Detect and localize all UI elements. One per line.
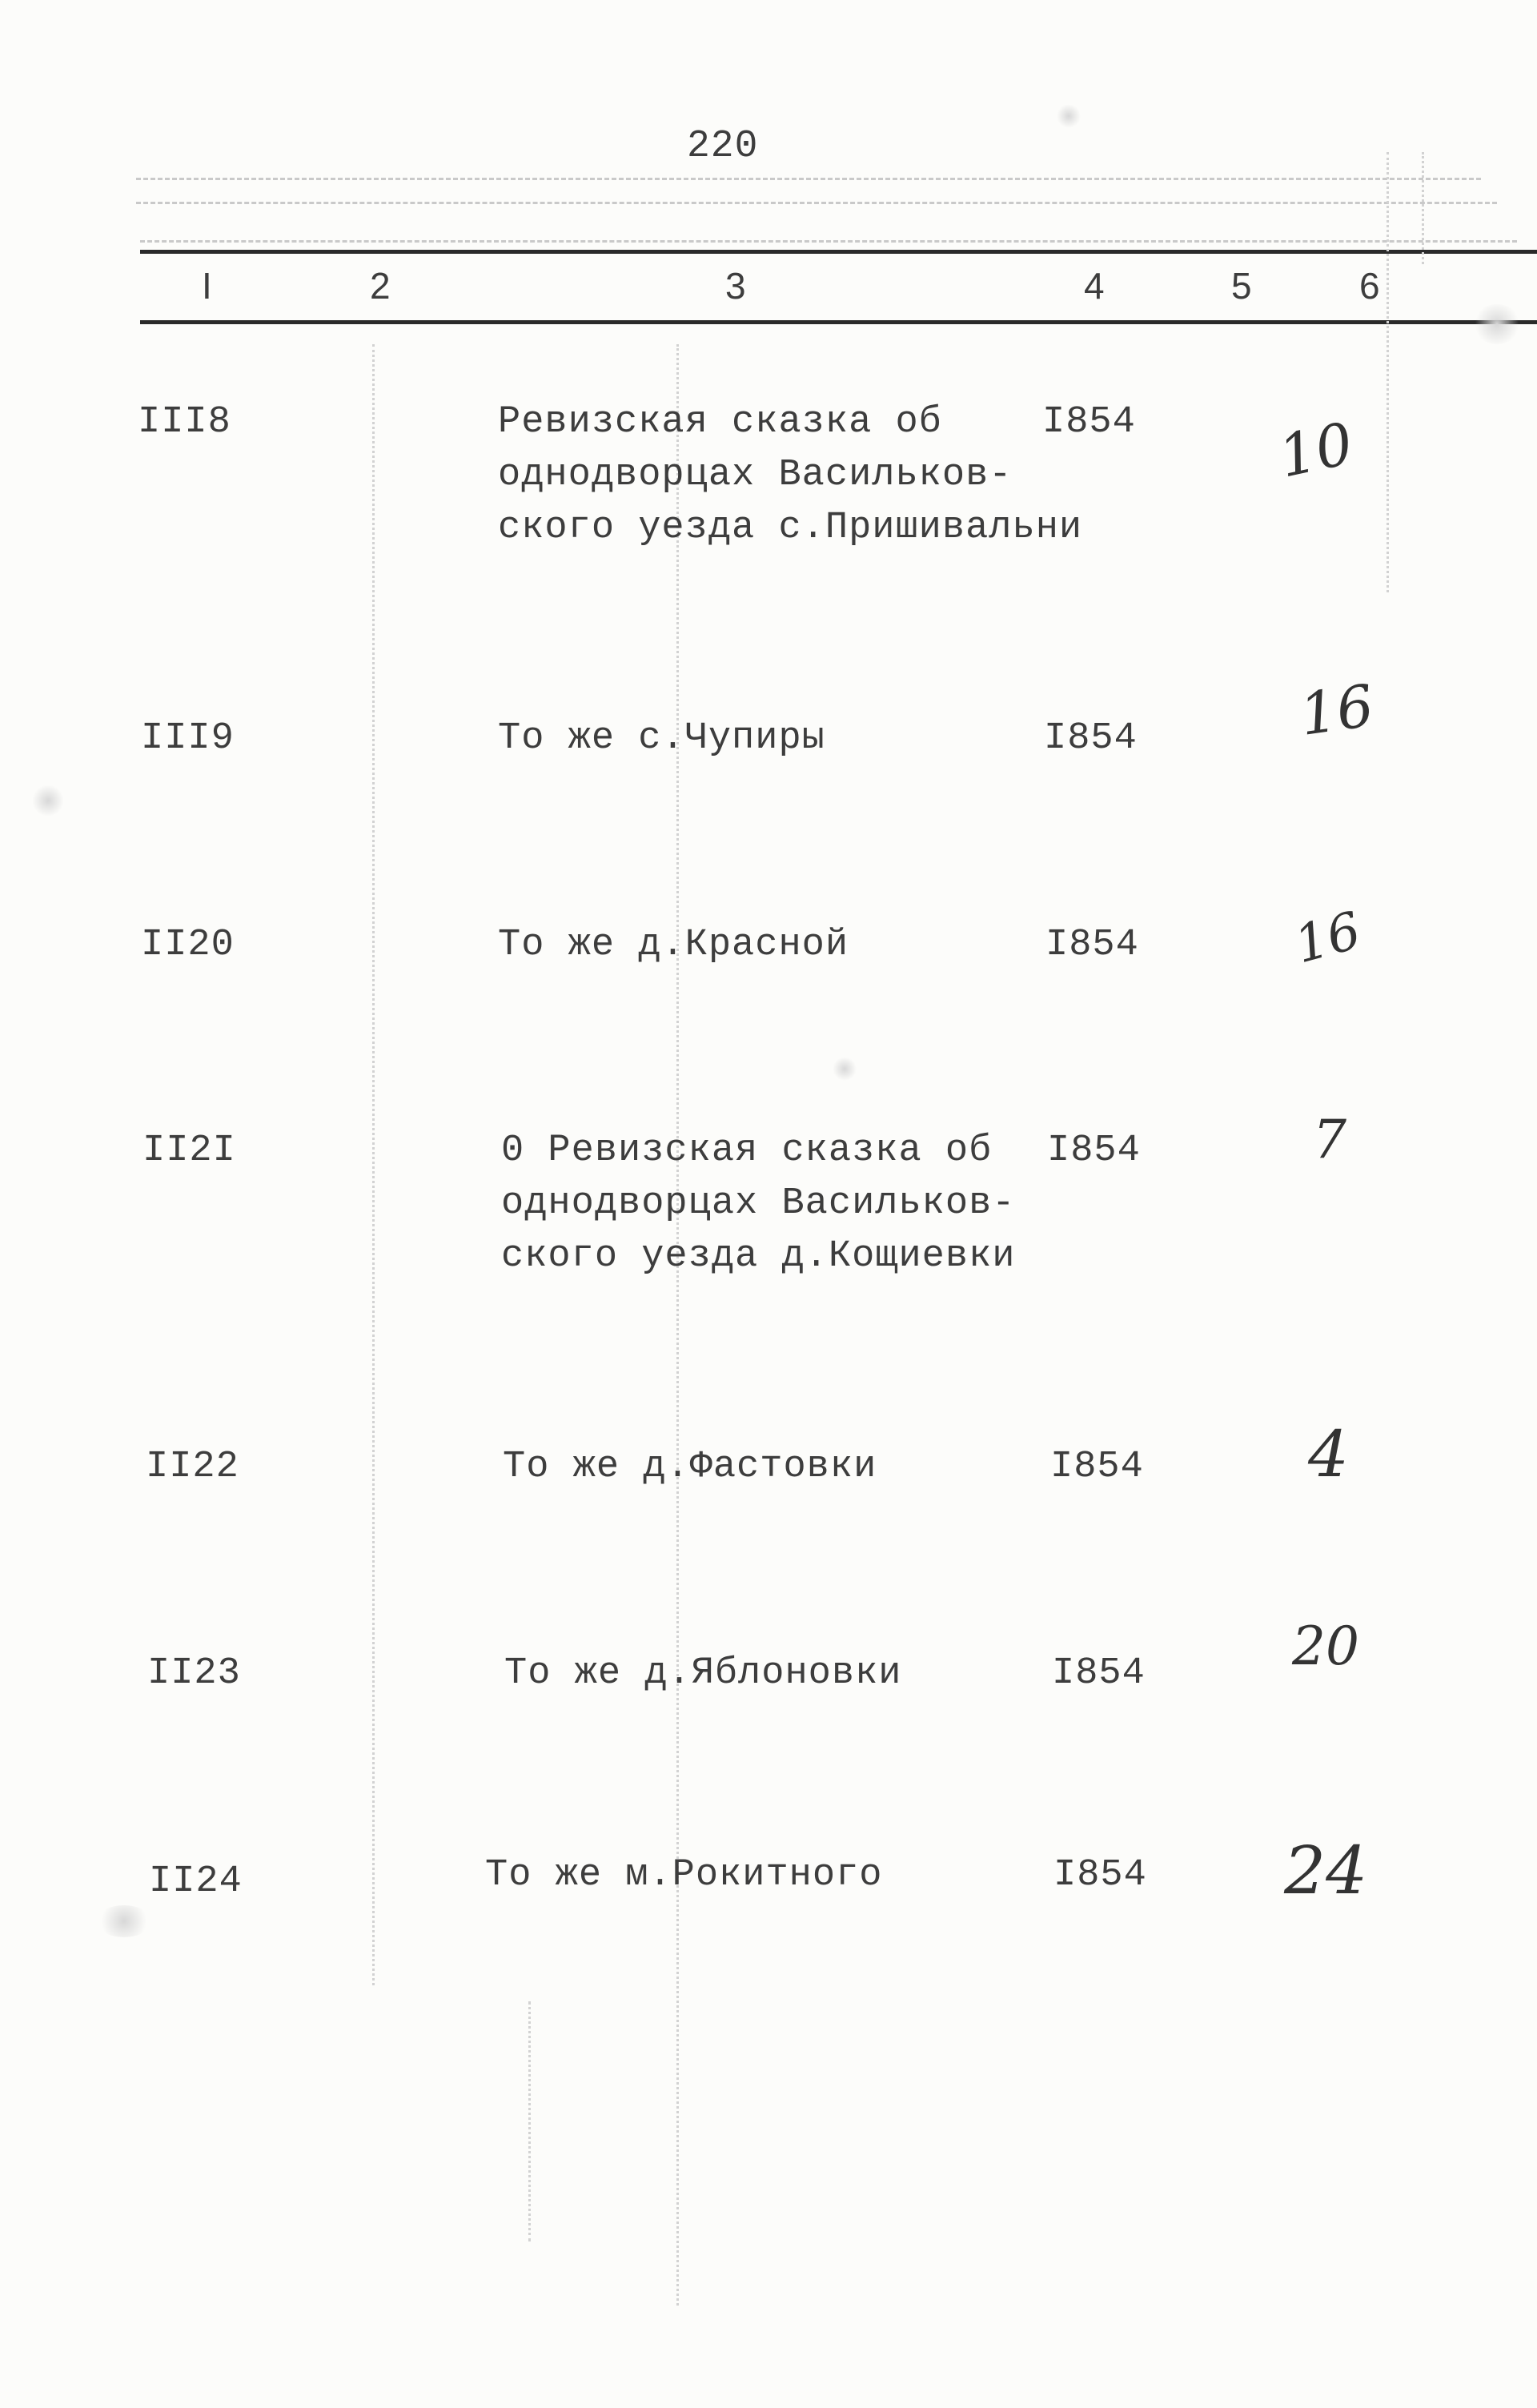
row-number: II24	[149, 1860, 243, 1903]
column-guide	[676, 344, 679, 2306]
row-description-line: То же м.Рокитного	[485, 1854, 883, 1896]
row-sheet-count: 20	[1292, 1615, 1359, 1677]
row-description-line: Ревизская сказка об	[498, 401, 942, 443]
row-number: II22	[146, 1446, 239, 1488]
scan-smudge	[1473, 304, 1521, 344]
header-bottom-rule	[140, 320, 1537, 324]
row-sheet-count: 4	[1308, 1417, 1349, 1491]
row-sheet-count: 16	[1295, 672, 1378, 748]
row-description-line: То же д.Яблоновки	[504, 1652, 902, 1695]
row-number: III9	[141, 717, 235, 760]
header-top-rule	[140, 250, 1537, 254]
row-number: II20	[141, 924, 235, 966]
column-guide	[528, 2001, 531, 2241]
column-guide	[1387, 152, 1389, 592]
scan-smudge	[833, 1057, 857, 1081]
column-guide	[1422, 152, 1424, 264]
column-guide	[372, 344, 375, 1985]
row-number: III8	[138, 401, 231, 443]
scan-smudge	[96, 1905, 152, 1937]
column-header-4: 4	[1084, 265, 1105, 307]
scan-smudge	[1057, 104, 1081, 128]
column-header-6: 6	[1359, 265, 1380, 307]
row-description-line: 0 Ревизская сказка об	[501, 1130, 993, 1172]
row-number: II2I	[142, 1130, 236, 1172]
row-year: I854	[1047, 1130, 1141, 1172]
page-number: 220	[687, 125, 759, 168]
row-number: II23	[147, 1652, 241, 1695]
row-description-line: однодворцах Васильков-	[498, 454, 1013, 496]
scan-smudge	[32, 785, 64, 817]
column-header-1: I	[202, 265, 212, 307]
column-header-5: 5	[1231, 265, 1252, 307]
row-sheet-count: 24	[1284, 1833, 1368, 1909]
row-year: I854	[1052, 1652, 1146, 1695]
row-description-line: ского уезда д.Кощиевки	[501, 1235, 1016, 1278]
row-sheet-count: 7	[1313, 1109, 1346, 1170]
row-description-line: То же д.Фастовки	[503, 1446, 877, 1488]
row-description-line: То же д.Красной	[498, 924, 849, 966]
row-sheet-count: 16	[1288, 901, 1367, 976]
column-header-2: 2	[370, 265, 391, 307]
row-description-line: ского уезда с.Пришивальни	[498, 507, 1083, 549]
row-sheet-count: 10	[1273, 409, 1359, 491]
column-header-3: 3	[725, 265, 746, 307]
row-year: I854	[1045, 924, 1139, 966]
row-description-line: однодворцах Васильков-	[501, 1182, 1016, 1225]
row-year: I854	[1042, 401, 1136, 443]
row-year: I854	[1050, 1446, 1144, 1488]
faint-guide-line	[140, 240, 1517, 243]
row-description-line: То же с.Чупиры	[498, 717, 825, 760]
row-year: I854	[1044, 717, 1138, 760]
faint-guide-line	[136, 202, 1497, 204]
row-year: I854	[1053, 1854, 1147, 1896]
faint-guide-line	[136, 178, 1481, 180]
